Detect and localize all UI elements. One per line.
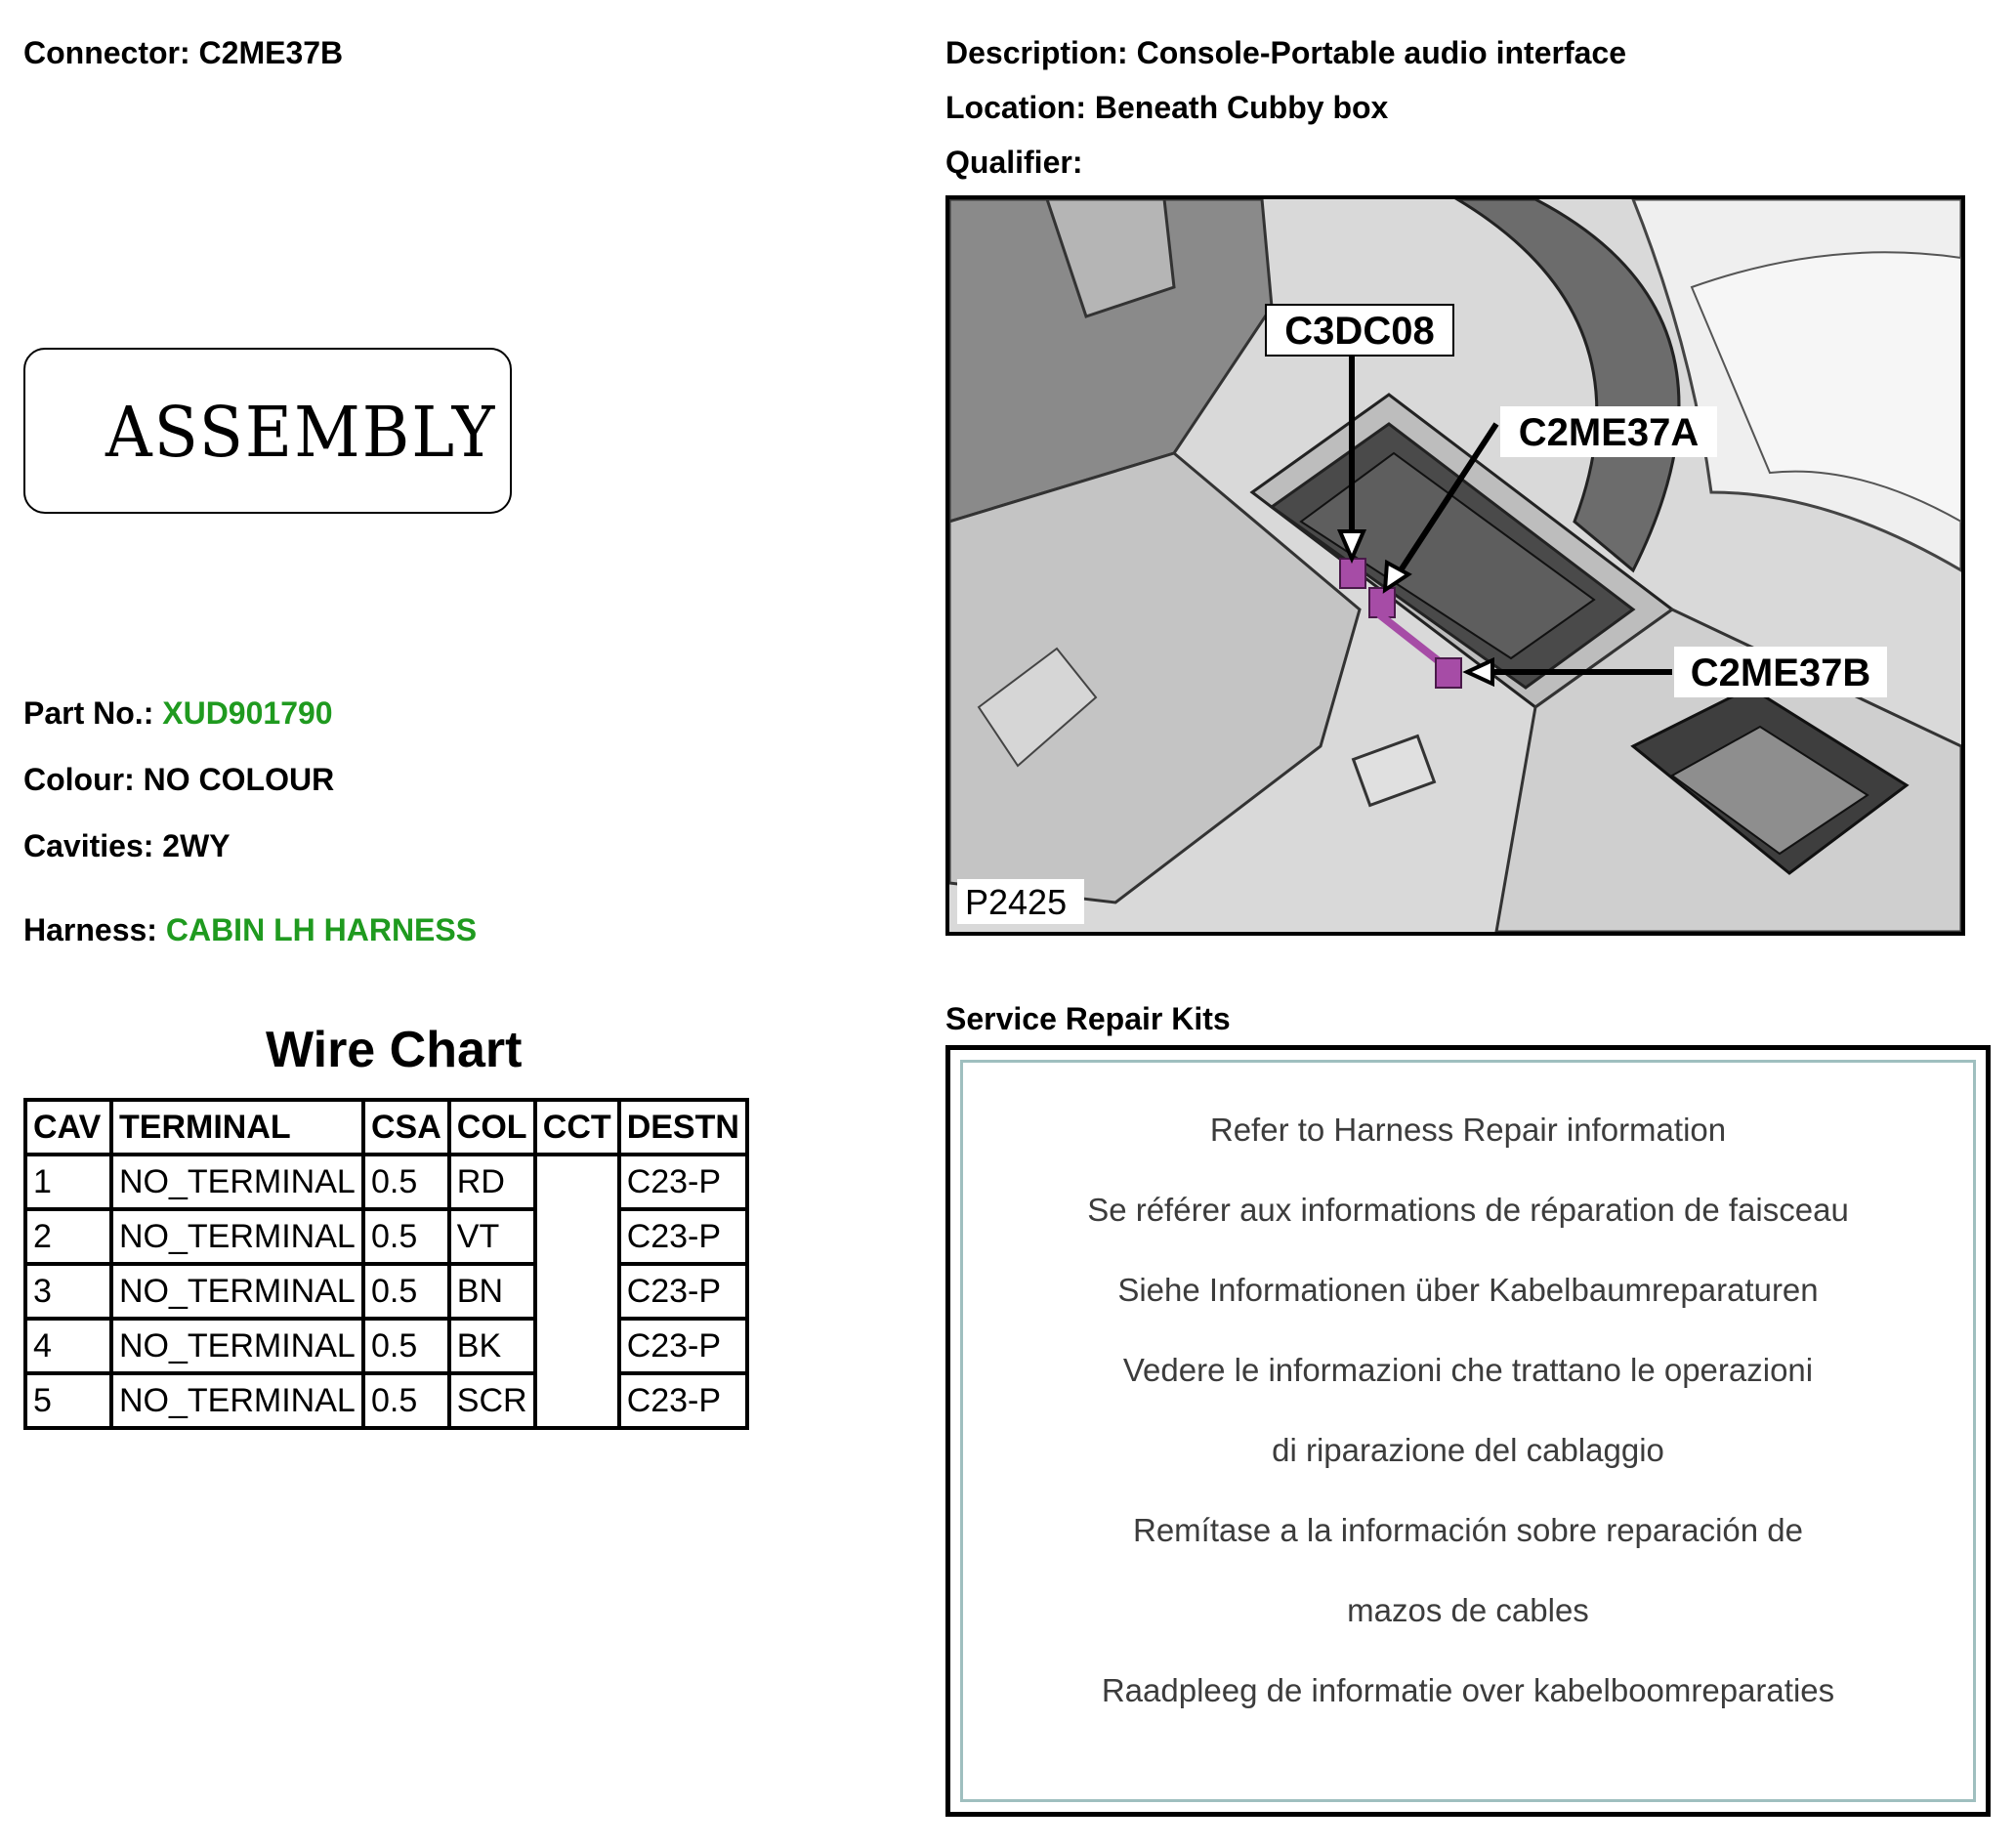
location-label: Location: bbox=[945, 90, 1086, 125]
header-cav: CAV bbox=[25, 1100, 111, 1155]
harness-label: Harness: bbox=[23, 912, 157, 947]
cavities-value: 2WY bbox=[162, 828, 231, 863]
terminal-cell: NO_TERMINAL bbox=[111, 1155, 363, 1209]
location-illustration bbox=[949, 199, 1961, 932]
table-row bbox=[25, 1209, 747, 1264]
colour-label: Colour: bbox=[23, 762, 135, 797]
col-cell: RD bbox=[449, 1155, 535, 1209]
harness-link[interactable]: CABIN LH HARNESS bbox=[165, 912, 478, 947]
cct-cell bbox=[535, 1264, 619, 1319]
location-image bbox=[945, 195, 1965, 936]
cct-cell bbox=[535, 1373, 619, 1428]
repair-text-line: mazos de cables bbox=[1347, 1592, 1589, 1628]
wire-chart-header-row bbox=[25, 1100, 747, 1155]
col-cell: BN bbox=[449, 1264, 535, 1319]
cct-cell bbox=[535, 1319, 619, 1373]
cav-cell: 2 bbox=[25, 1209, 111, 1264]
terminal-cell: NO_TERMINAL bbox=[111, 1209, 363, 1264]
cav-cell: 4 bbox=[25, 1319, 111, 1373]
terminal-cell: NO_TERMINAL bbox=[111, 1319, 363, 1373]
callout-c2me37a: C2ME37A bbox=[1518, 411, 1700, 454]
location-line bbox=[945, 90, 1388, 126]
connector-value: C2ME37B bbox=[198, 35, 344, 70]
repair-text-line: Vedere le informazioni che trattano le operazioni bbox=[1122, 1352, 1814, 1388]
csa-cell: 0.5 bbox=[363, 1209, 449, 1264]
part-number-line bbox=[23, 695, 333, 732]
cct-cell bbox=[535, 1155, 619, 1209]
csa-cell: 0.5 bbox=[363, 1264, 449, 1319]
connector-label: Connector: bbox=[23, 35, 190, 70]
description-value: Console-Portable audio interface bbox=[1136, 35, 1626, 70]
service-repair-box bbox=[945, 1045, 1991, 1817]
colour-line bbox=[23, 762, 334, 798]
qualifier-label: Qualifier: bbox=[945, 145, 1083, 180]
callout-c3dc08: C3DC08 bbox=[1284, 310, 1435, 353]
location-value: Beneath Cubby box bbox=[1094, 90, 1389, 125]
qualifier-line bbox=[945, 145, 1082, 181]
col-cell: VT bbox=[449, 1209, 535, 1264]
assembly-label: ASSEMBLY bbox=[105, 391, 497, 474]
figure-id: P2425 bbox=[965, 882, 1068, 922]
repair-text-line: Remítase a la información sobre reparación de bbox=[1132, 1512, 1804, 1548]
service-repair-inner bbox=[960, 1060, 1976, 1802]
service-repair-title: Service Repair Kits bbox=[945, 1001, 1231, 1036]
repair-text-line: Se référer aux informations de réparation de faisceau bbox=[1087, 1192, 1849, 1228]
csa-cell: 0.5 bbox=[363, 1155, 449, 1209]
header-destn: DESTN bbox=[619, 1100, 747, 1155]
destn-cell: C23-P bbox=[619, 1209, 747, 1264]
table-row bbox=[25, 1319, 747, 1373]
table-row bbox=[25, 1155, 747, 1209]
colour-value: NO COLOUR bbox=[143, 762, 335, 797]
destn-cell: C23-P bbox=[619, 1373, 747, 1428]
header-col: COL bbox=[449, 1100, 535, 1155]
callout-c2me37b: C2ME37B bbox=[1690, 651, 1871, 694]
description-label: Description: bbox=[945, 35, 1128, 70]
repair-text-line: Raadpleeg de informatie over kabelboomreparaties bbox=[1101, 1672, 1835, 1708]
description-line bbox=[945, 35, 1626, 71]
part-number-link[interactable]: XUD901790 bbox=[162, 695, 333, 731]
col-cell: BK bbox=[449, 1319, 535, 1373]
table-row bbox=[25, 1373, 747, 1428]
csa-cell: 0.5 bbox=[363, 1319, 449, 1373]
repair-text-line: Refer to Harness Repair information bbox=[1209, 1112, 1727, 1148]
wire-chart-table bbox=[23, 1098, 749, 1430]
csa-cell: 0.5 bbox=[363, 1373, 449, 1428]
repair-text-line: di riparazione del cablaggio bbox=[1272, 1432, 1664, 1468]
terminal-cell: NO_TERMINAL bbox=[111, 1373, 363, 1428]
header-terminal: TERMINAL bbox=[111, 1100, 363, 1155]
cav-cell: 5 bbox=[25, 1373, 111, 1428]
destn-cell: C23-P bbox=[619, 1155, 747, 1209]
cct-cell bbox=[535, 1209, 619, 1264]
cav-cell: 1 bbox=[25, 1155, 111, 1209]
destn-cell: C23-P bbox=[619, 1264, 747, 1319]
destn-cell: C23-P bbox=[619, 1319, 747, 1373]
cavities-label: Cavities: bbox=[23, 828, 154, 863]
part-number-label: Part No.: bbox=[23, 695, 154, 731]
wire-chart-title: Wire Chart bbox=[266, 1022, 523, 1078]
table-row bbox=[25, 1264, 747, 1319]
header-csa: CSA bbox=[363, 1100, 449, 1155]
cavities-line bbox=[23, 828, 231, 864]
terminal-cell: NO_TERMINAL bbox=[111, 1264, 363, 1319]
harness-line bbox=[23, 912, 477, 948]
repair-text-line: Siehe Informationen über Kabelbaumreparaturen bbox=[1117, 1272, 1819, 1308]
header-cct: CCT bbox=[535, 1100, 619, 1155]
cav-cell: 3 bbox=[25, 1264, 111, 1319]
col-cell: SCR bbox=[449, 1373, 535, 1428]
assembly-box bbox=[23, 348, 512, 514]
connector-line bbox=[23, 35, 343, 71]
